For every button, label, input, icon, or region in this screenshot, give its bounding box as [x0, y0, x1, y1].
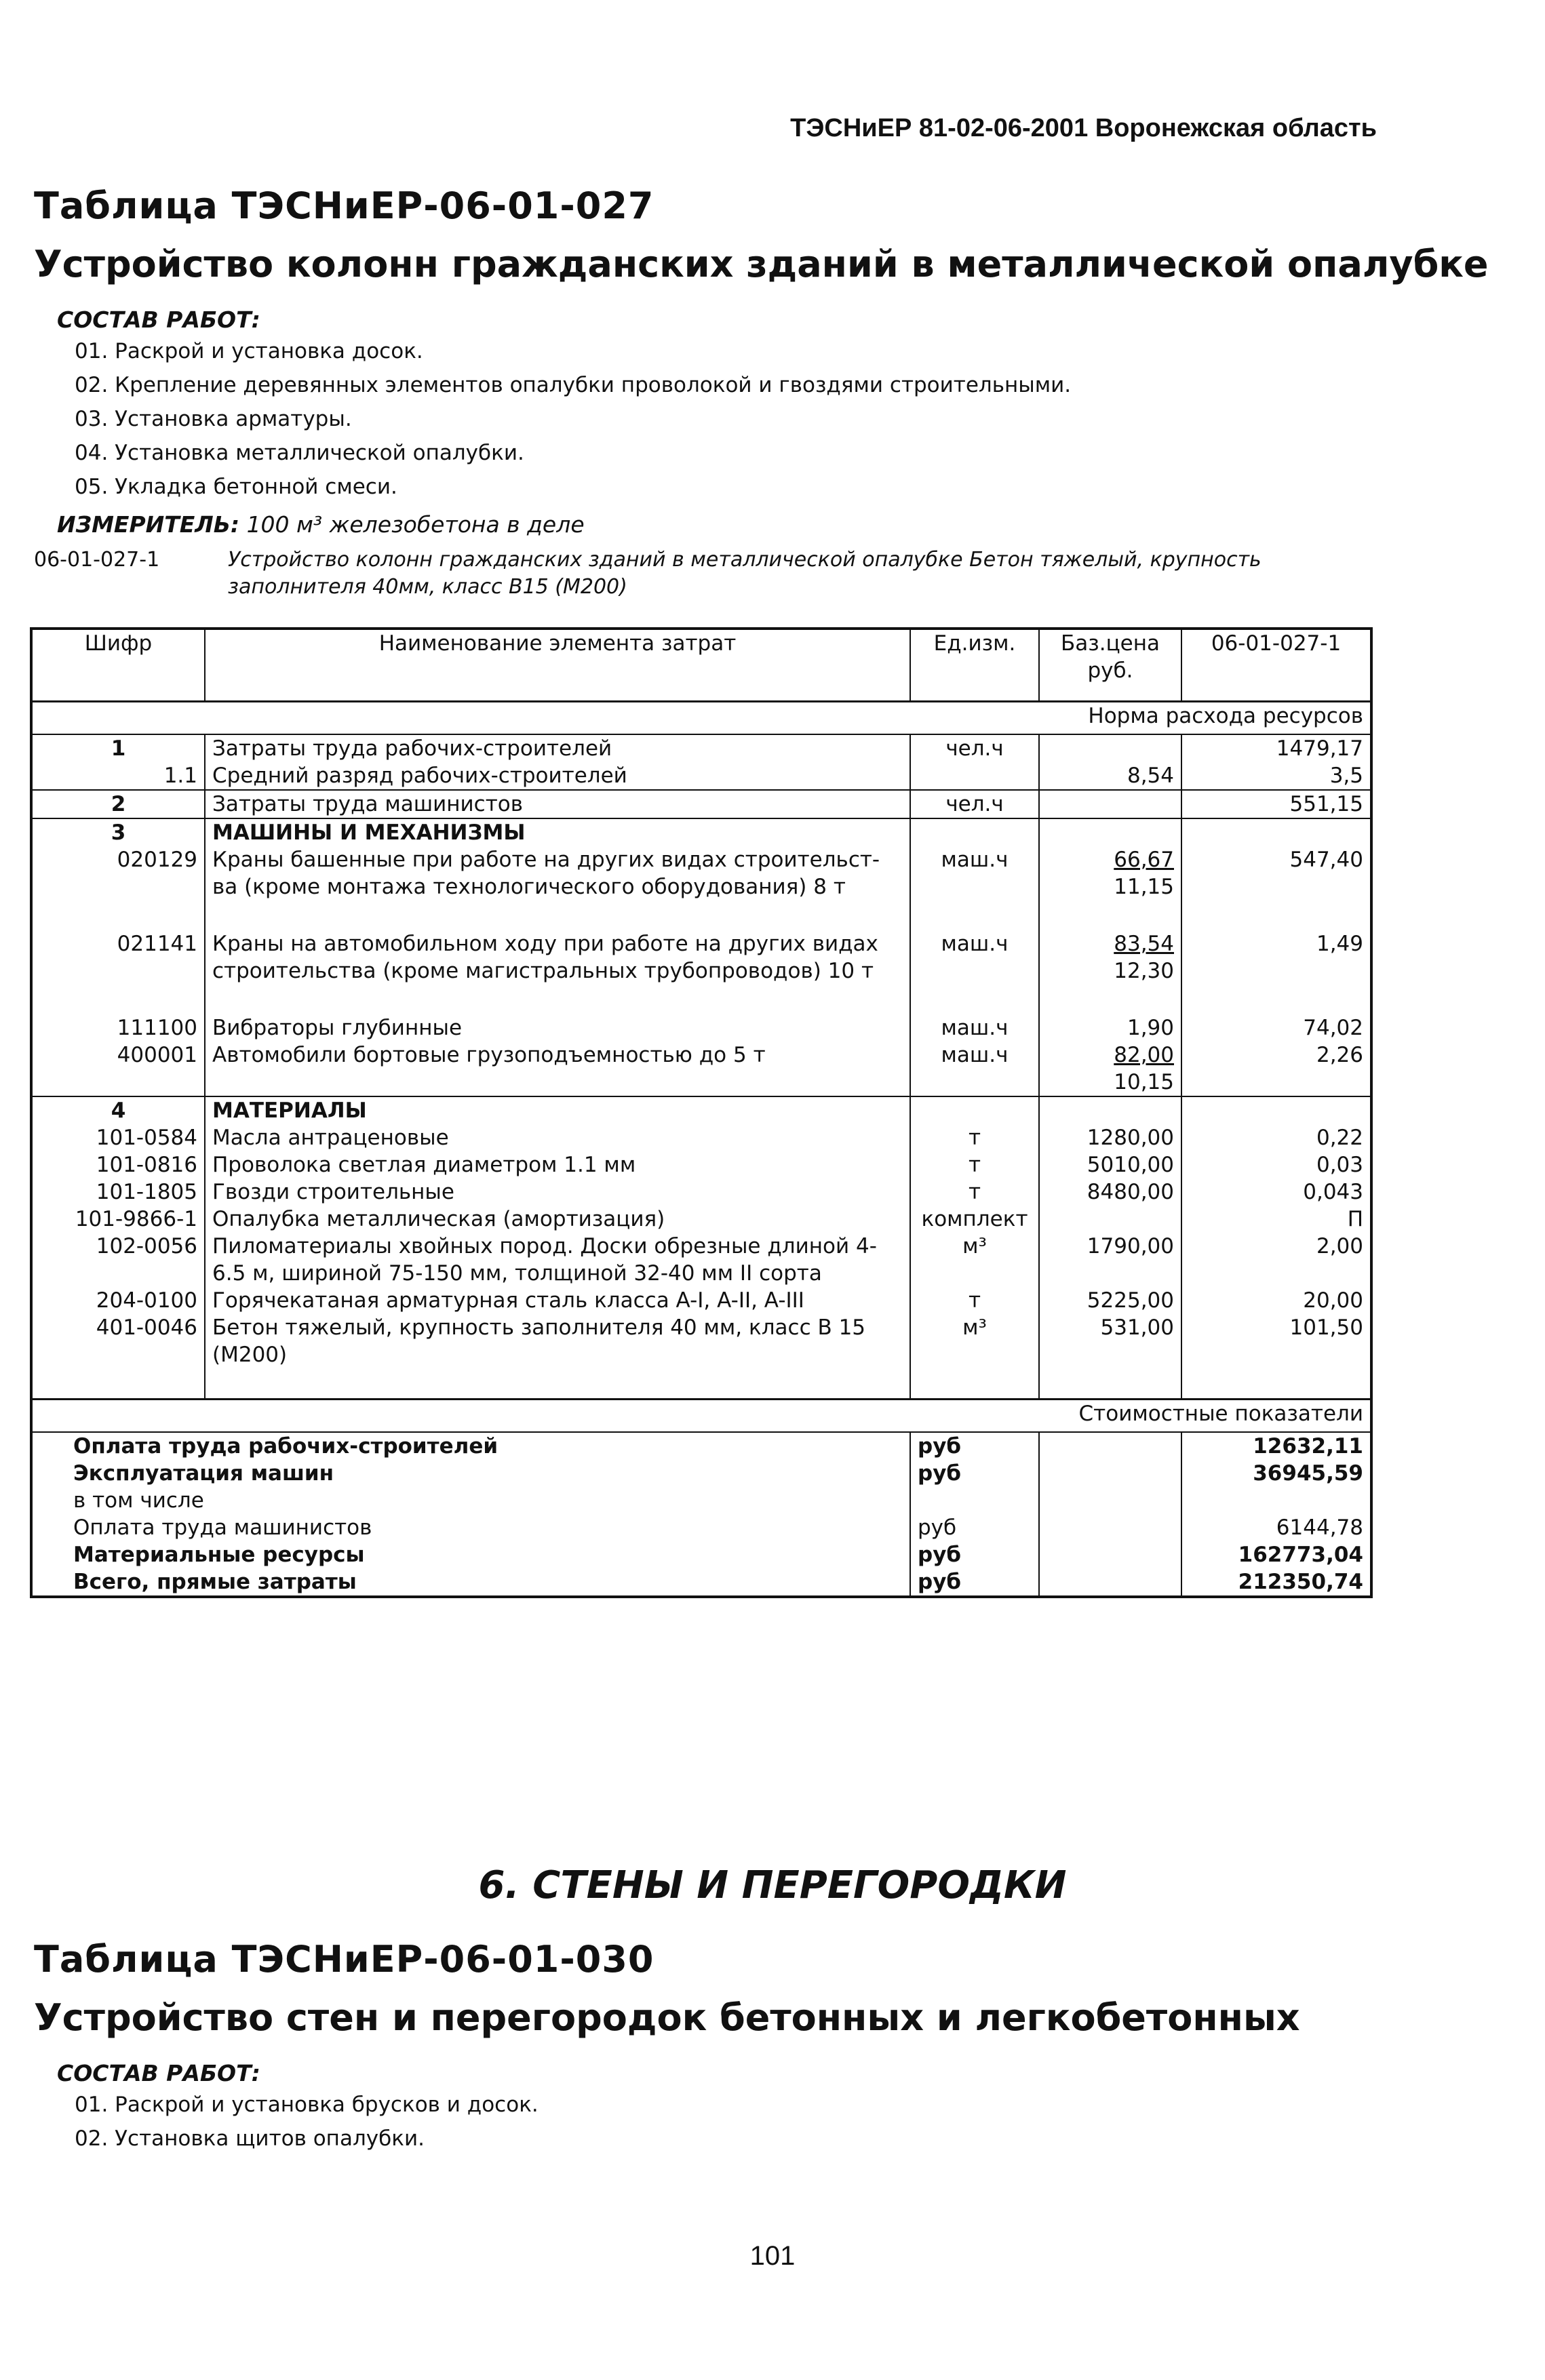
row-value: 74,02 [1303, 1016, 1363, 1040]
row-value: 20,00 [1303, 1288, 1363, 1313]
row-name: Пиломатериалы хвойных пород. Доски обрезные длиной 4- [212, 1234, 877, 1258]
row-code: 2 [111, 792, 126, 816]
row-value: 2,00 [1316, 1234, 1363, 1258]
row-code: 204-0100 [96, 1288, 197, 1313]
row-price: 8,54 [1127, 763, 1174, 788]
row-value: 2,26 [1316, 1043, 1363, 1067]
summary-row [31, 1541, 1371, 1568]
row-unit: маш.ч [941, 1016, 1009, 1040]
table-row [31, 1178, 1371, 1206]
row-name: Опалубка металлическая (амортизация) [212, 1207, 665, 1231]
row-name: Масла антраценовые [212, 1126, 449, 1150]
row-value: 0,22 [1316, 1126, 1363, 1150]
row-value: 0,03 [1316, 1153, 1363, 1177]
header-unit: Ед.изм. [933, 631, 1016, 656]
table-row [31, 1151, 1371, 1178]
table-row [31, 1206, 1371, 1233]
row-unit: т [968, 1180, 981, 1204]
row-value: 1,49 [1316, 932, 1363, 956]
summary-label: в том числе [73, 1488, 204, 1513]
measure-text: 100 м³ железобетона в деле [246, 511, 585, 538]
row-price-2: 12,30 [1114, 959, 1174, 983]
work-item: 03. Установка арматуры. [75, 407, 352, 431]
row-value: 547,40 [1289, 848, 1363, 872]
row-unit: чел.ч [945, 736, 1004, 761]
table-row [31, 930, 1371, 985]
row-name: Краны башенные при работе на других видах строительст- [212, 848, 880, 872]
table-row [31, 1042, 1371, 1096]
row-price: 5010,00 [1087, 1153, 1174, 1177]
table-subtitle: Устройство колонн гражданских зданий в металлической опалубке [34, 243, 1489, 285]
row-price: 66,67 [1114, 848, 1174, 872]
row-code: 101-9866-1 [75, 1207, 197, 1231]
summary-label: Оплата труда рабочих-строителей [73, 1434, 498, 1459]
cost-caption: Стоимостные показатели [1078, 1402, 1363, 1426]
summary-label: Материальные ресурсы [73, 1543, 365, 1567]
row-price: 531,00 [1100, 1315, 1174, 1340]
header-price-unit: руб. [1087, 658, 1133, 683]
row-name: МАТЕРИАЛЫ [212, 1098, 367, 1123]
row-unit: т [968, 1288, 981, 1313]
row-name: МАШИНЫ И МЕХАНИЗМЫ [212, 820, 526, 845]
row-unit: маш.ч [941, 932, 1009, 956]
resource-table [30, 627, 1373, 1598]
row-unit: м³ [962, 1234, 987, 1258]
row-spacer [31, 1368, 1371, 1400]
table-title: Таблица ТЭСНиЕР-06-01-027 [34, 184, 654, 227]
work-item: 02. Установка щитов опалубки. [75, 2126, 425, 2151]
code-description-cont: заполнителя 40мм, класс В15 (М200) [228, 575, 627, 599]
table-row [31, 1314, 1371, 1368]
row-name-cont: (М200) [212, 1343, 288, 1367]
work-item: 01. Раскрой и установка досок. [75, 339, 423, 363]
row-name-cont: строительства (кроме магистральных трубопроводов) 10 т [212, 959, 874, 983]
row-name: Затраты труда рабочих-строителей [212, 736, 612, 761]
row-price: 1,90 [1127, 1016, 1174, 1040]
row-value: 551,15 [1289, 792, 1363, 816]
table-row [31, 818, 1371, 846]
row-unit: маш.ч [941, 1043, 1009, 1067]
measure-line [57, 511, 585, 538]
table2-title: Таблица ТЭСНиЕР-06-01-030 [34, 1938, 654, 1981]
row-name: Средний разряд рабочих-строителей [212, 763, 627, 788]
row-name-cont: 6.5 м, шириной 75-150 мм, толщиной 32-40 мм II сорта [212, 1261, 822, 1286]
row-unit: маш.ч [941, 848, 1009, 872]
row-price-2: 11,15 [1114, 875, 1174, 899]
summary-row [31, 1487, 1371, 1514]
table-row [31, 1124, 1371, 1151]
table-row [31, 734, 1371, 762]
work-item: 02. Крепление деревянных элементов опалубки проволокой и гвоздями строительными. [75, 373, 1072, 397]
row-price: 83,54 [1114, 932, 1174, 956]
row-code: 102-0056 [96, 1234, 197, 1258]
summary-unit: руб [918, 1515, 957, 1540]
table-row [31, 790, 1371, 818]
summary-value: 6144,78 [1276, 1515, 1363, 1540]
row-price-2: 10,15 [1114, 1070, 1174, 1094]
summary-unit: руб [918, 1543, 962, 1567]
code-description: Устройство колонн гражданских зданий в металлической опалубке Бетон тяжелый, крупность [228, 548, 1262, 572]
row-code: 101-1805 [96, 1180, 197, 1204]
row-unit: м³ [962, 1315, 987, 1340]
row-code: 111100 [117, 1016, 197, 1040]
row-code: 3 [111, 820, 126, 845]
header-norm: 06-01-027-1 [1211, 631, 1342, 656]
row-unit: т [968, 1126, 981, 1150]
header-price: Баз.цена [1060, 631, 1160, 656]
row-name: Бетон тяжелый, крупность заполнителя 40 мм, класс В 15 [212, 1315, 866, 1340]
row-name: Краны на автомобильном ходу при работе на других видах [212, 932, 878, 956]
row-value: 0,043 [1303, 1180, 1363, 1204]
summary-label: Эксплуатация машин [73, 1461, 334, 1486]
table-row [31, 1014, 1371, 1042]
row-spacer [31, 985, 1371, 1014]
row-unit: т [968, 1153, 981, 1177]
row-code: 1.1 [163, 763, 197, 788]
work-item: 04. Установка металлической опалубки. [75, 441, 524, 465]
row-price: 1790,00 [1087, 1234, 1174, 1258]
summary-unit: руб [918, 1570, 962, 1594]
work-item: 05. Укладка бетонной смеси. [75, 475, 397, 499]
row-value: 101,50 [1289, 1315, 1363, 1340]
measure-label: ИЗМЕРИТЕЛЬ: [57, 511, 240, 538]
row-name: Вибраторы глубинные [212, 1016, 463, 1040]
row-unit: чел.ч [945, 792, 1004, 816]
summary-row [31, 1514, 1371, 1541]
summary-value: 212350,74 [1238, 1570, 1363, 1594]
row-spacer [31, 900, 1371, 930]
row-name: Автомобили бортовые грузоподъемностью до 5 т [212, 1043, 766, 1067]
code-label: 06-01-027-1 [34, 548, 160, 572]
header-code: Шифр [84, 631, 153, 656]
norm-caption: Норма расхода ресурсов [1088, 704, 1363, 728]
row-value: 3,5 [1329, 763, 1363, 788]
row-name: Горячекатаная арматурная сталь класса A-I, A-II, A-III [212, 1288, 804, 1313]
summary-row [31, 1568, 1371, 1597]
summary-value: 12632,11 [1253, 1434, 1363, 1459]
row-code: 1 [111, 736, 126, 761]
row-code: 4 [111, 1098, 126, 1123]
row-value: П [1347, 1207, 1363, 1231]
row-code: 400001 [117, 1043, 197, 1067]
row-name: Проволока светлая диаметром 1.1 мм [212, 1153, 636, 1177]
summary-row [31, 1460, 1371, 1487]
document-header: ТЭСНиЕР 81-02-06-2001 Воронежская область [790, 114, 1377, 142]
row-unit: комплект [921, 1207, 1028, 1231]
summary-label: Оплата труда машинистов [73, 1515, 372, 1540]
table-row [31, 1096, 1371, 1124]
row-price: 8480,00 [1087, 1180, 1174, 1204]
row-price: 5225,00 [1087, 1288, 1174, 1313]
table-row [31, 762, 1371, 790]
summary-unit: руб [918, 1461, 962, 1486]
row-code: 101-0584 [96, 1126, 197, 1150]
row-code: 020129 [117, 848, 197, 872]
summary-label: Всего, прямые затраты [73, 1570, 357, 1594]
table-header-row [31, 629, 1371, 702]
works-label: СОСТАВ РАБОТ: [57, 306, 260, 333]
header-name: Наименование элемента затрат [378, 631, 737, 656]
cost-caption-row [31, 1400, 1371, 1433]
table2-subtitle: Устройство стен и перегородок бетонных и легкобетонных [34, 1996, 1300, 2039]
row-price: 1280,00 [1087, 1126, 1174, 1150]
summary-value: 162773,04 [1238, 1543, 1363, 1567]
work-item: 01. Раскрой и установка брусков и досок. [75, 2093, 539, 2117]
row-price: 82,00 [1114, 1043, 1174, 1067]
row-name: Гвозди строительные [212, 1180, 454, 1204]
row-value: 1479,17 [1276, 736, 1363, 761]
row-code: 101-0816 [96, 1153, 197, 1177]
table-row [31, 1287, 1371, 1314]
section-heading: 6. СТЕНЫ И ПЕРЕГОРОДКИ [478, 1863, 1067, 1907]
works-label-2: СОСТАВ РАБОТ: [57, 2060, 260, 2086]
row-name: Затраты труда машинистов [212, 792, 524, 816]
summary-unit: руб [918, 1434, 962, 1459]
summary-value: 36945,59 [1253, 1461, 1363, 1486]
row-code: 401-0046 [96, 1315, 197, 1340]
table-row [31, 846, 1371, 900]
norm-caption-row [31, 702, 1371, 735]
page-number: 101 [749, 2241, 796, 2271]
table-row [31, 1233, 1371, 1287]
row-code: 021141 [117, 932, 197, 956]
row-name-cont: ва (кроме монтажа технологического оборудования) 8 т [212, 875, 846, 899]
summary-row [31, 1432, 1371, 1460]
